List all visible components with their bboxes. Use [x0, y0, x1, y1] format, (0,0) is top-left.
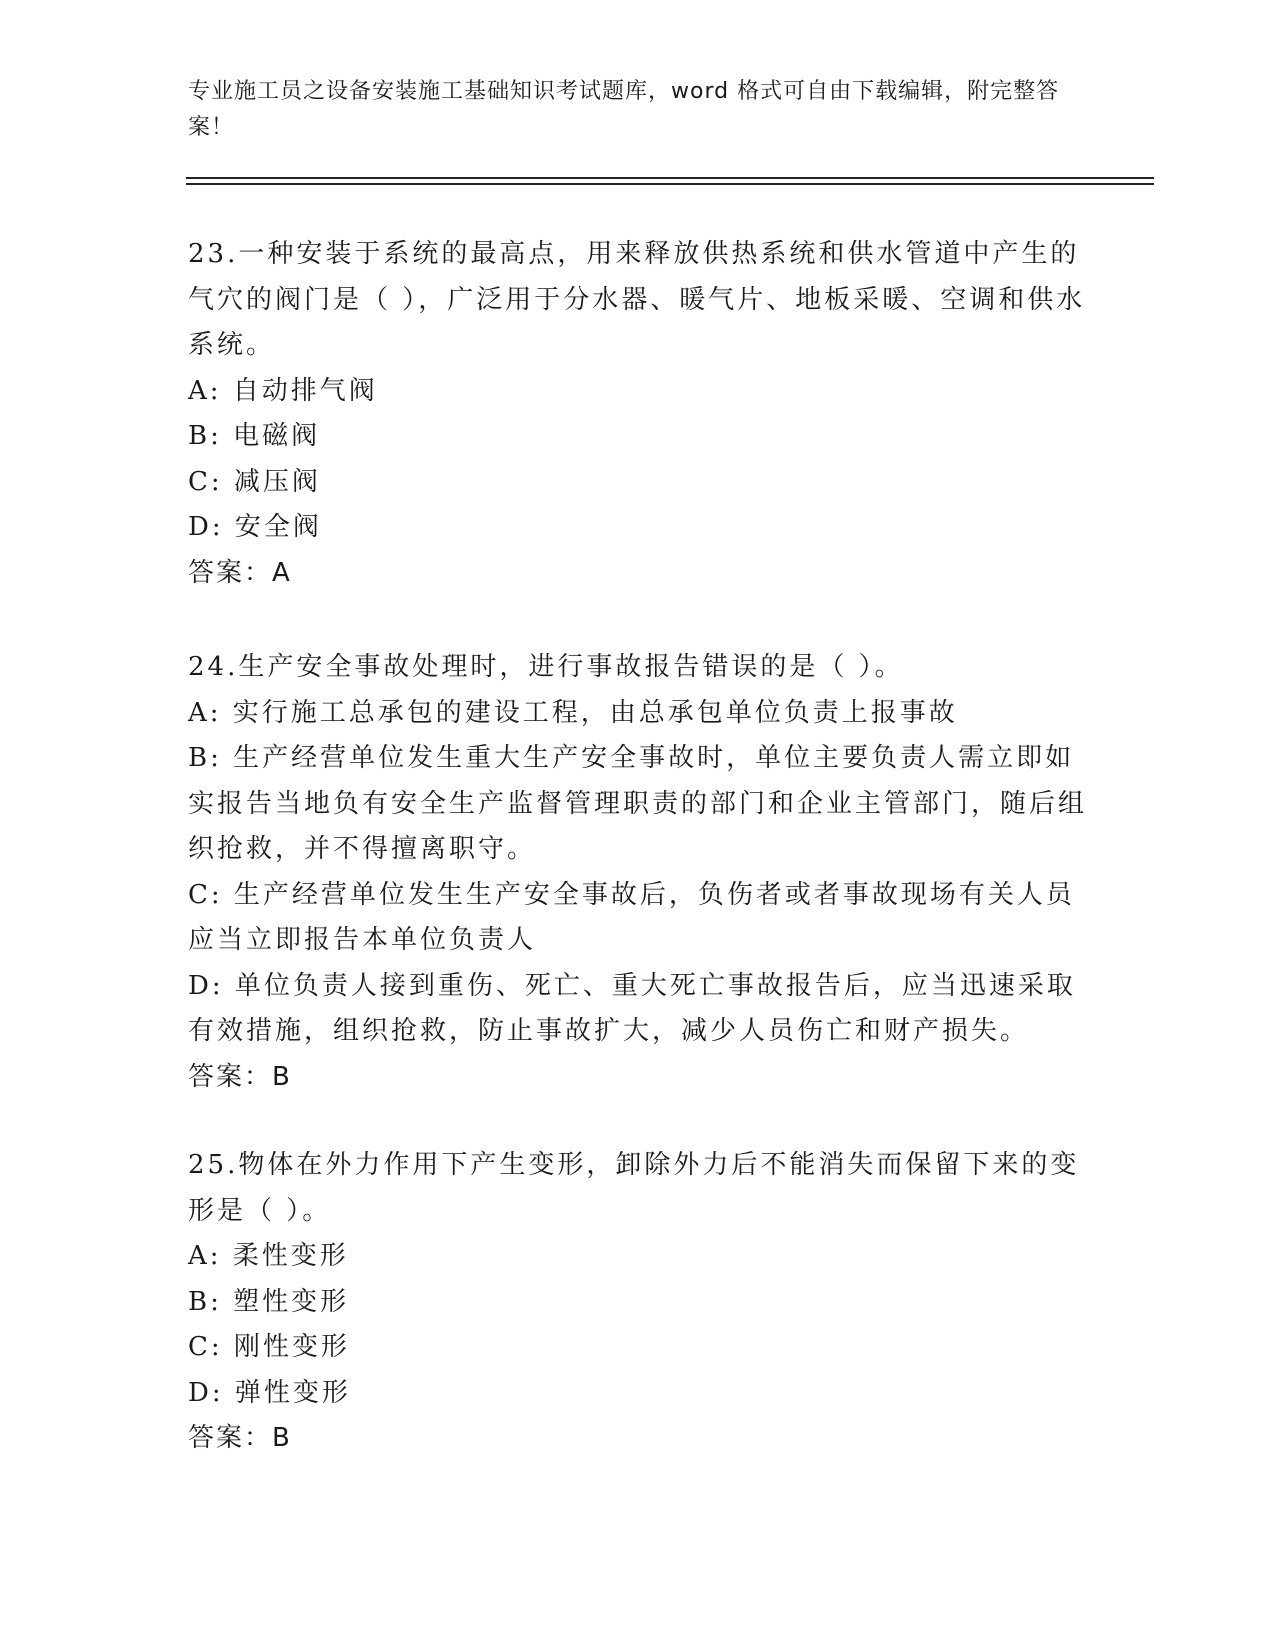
option-b: B: 生产经营单位发生重大生产安全事故时，单位主要负责人需立即如实报告当地负有安全生产监督管理职责的部门和企业主管部门，随后组织抢救，并不得擅离职守。: [188, 743, 1088, 864]
header-text: 专业施工员之设备安装施工基础知识考试题库，word 格式可自由下载编辑，附完整答案！: [188, 79, 1060, 140]
answer-line: 答案：A: [188, 557, 292, 588]
question-stem: 25.物体在外力作用下产生变形，卸除外力后不能消失而保留下来的变形是（ ）。: [188, 1150, 1080, 1226]
option-a: A: 柔性变形: [188, 1241, 349, 1271]
question-24: [188, 645, 1088, 1100]
option-a: A: 自动排气阀: [188, 375, 378, 406]
question-25: [188, 1143, 1088, 1462]
question-23: [188, 232, 1088, 596]
header-divider-bottom: [186, 183, 1154, 185]
option-d: D: 安全阀: [188, 512, 322, 542]
option-b: B: 塑性变形: [188, 1286, 350, 1317]
option-d: D: 单位负责人接到重伤、死亡、重大死亡事故报告后，应当迅速采取有效措施，组织抢救，防止事故扩大，减少人员伤亡和财产损失。: [188, 970, 1076, 1046]
question-stem: 24.生产安全事故处理时，进行事故报告错误的是（ ）。: [188, 652, 904, 682]
option-a: A: 实行施工总承包的建设工程，由总承包单位负责上报事故: [188, 697, 958, 728]
answer-line: 答案：B: [188, 1061, 292, 1092]
option-c: C: 减压阀: [188, 466, 321, 497]
option-c: C: 生产经营单位发生生产安全事故后，负伤者或者事故现场有关人员应当立即报告本单位负责人: [188, 879, 1075, 955]
option-b: B: 电磁阀: [188, 421, 321, 451]
question-stem: 23.一种安装于系统的最高点，用来释放供热系统和供水管道中产生的气穴的阀门是（ ），广泛用于分水器、暖气片、地板采暖、空调和供水系统。: [188, 239, 1086, 360]
document-header: [188, 74, 1068, 146]
option-c: C: 刚性变形: [188, 1332, 350, 1362]
answer-line: 答案：B: [188, 1423, 292, 1453]
header-divider-top: [186, 177, 1154, 179]
option-d: D: 弹性变形: [188, 1377, 351, 1408]
